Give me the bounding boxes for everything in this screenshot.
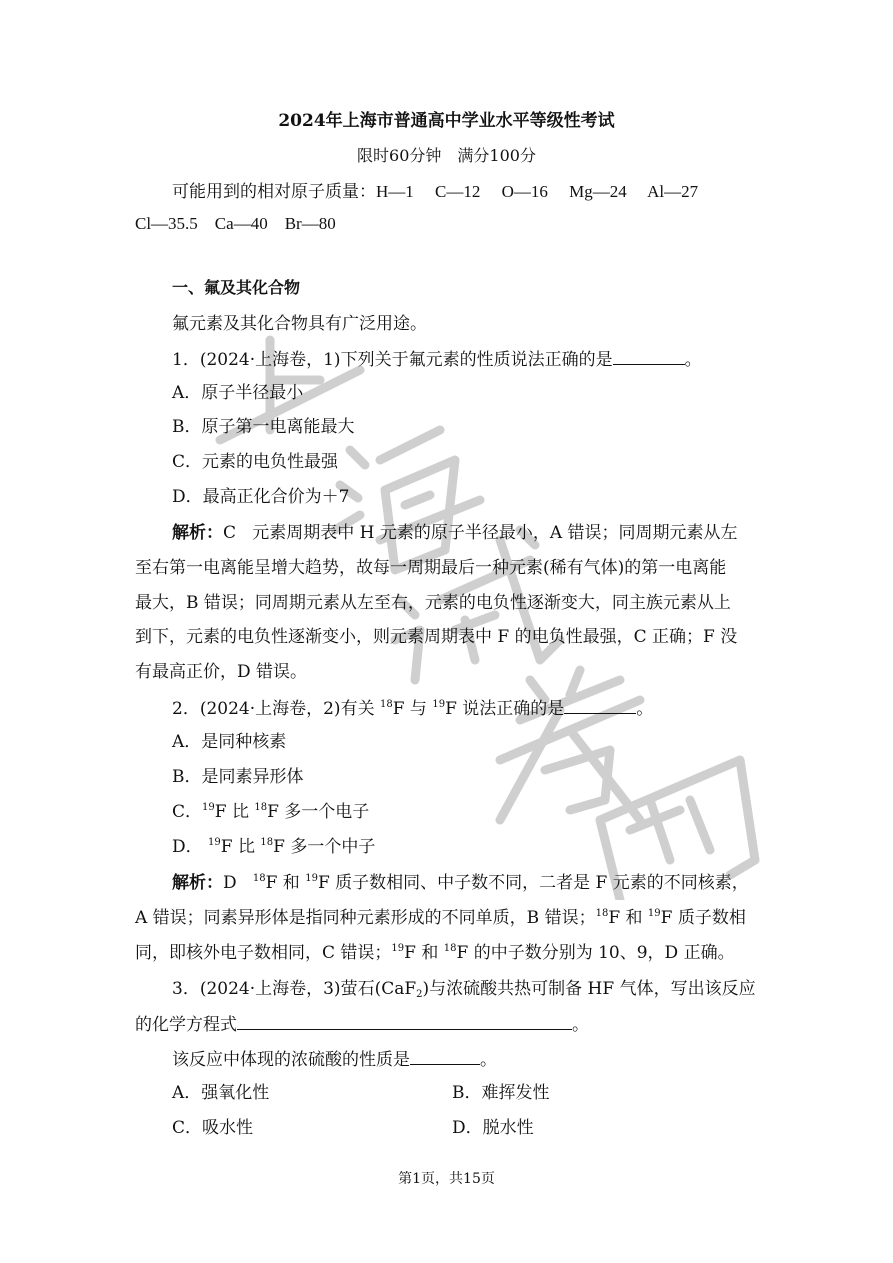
isotope-mass: 18 — [379, 699, 393, 710]
question-2-option-c — [172, 801, 369, 823]
analysis-label: 解析： — [172, 523, 223, 543]
page-number: 第1页，共15页 — [398, 1171, 495, 1187]
element-symbol: F — [660, 908, 673, 928]
question-2-end: 。 — [636, 699, 654, 719]
option-text: 比 — [237, 837, 255, 857]
question-2-answer: D — [223, 873, 237, 893]
question-3-option-b: B．难挥发性 — [452, 1083, 550, 1103]
element-symbol: F — [445, 699, 457, 719]
option-letter: D． — [172, 837, 203, 857]
question-2-option-b: B．是同素异形体 — [172, 767, 304, 787]
element-symbol: F — [267, 802, 279, 822]
section-intro: 氟元素及其化合物具有广泛用途。 — [172, 314, 427, 334]
subscript: 2 — [416, 989, 423, 1000]
isotope-mass: 19 — [202, 802, 215, 813]
element-symbol: F — [220, 837, 233, 857]
question-1-option-d: D．最高正化合价为＋7 — [172, 487, 350, 507]
isotope-mass: 18 — [252, 873, 266, 884]
question-1-text: 1．(2024·上海卷，1)下列关于氟元素的性质说法正确的是 — [172, 350, 613, 370]
element-symbol: F — [317, 873, 330, 893]
atomic-mass-values-1: H—1 C—12 O—16 Mg—24 Al—27 — [376, 182, 699, 201]
isotope-mass: 18 — [595, 908, 609, 919]
question-3-stem-line-1 — [172, 978, 756, 1000]
isotope-mass: 18 — [443, 943, 457, 954]
isotope-mass: 19 — [647, 908, 661, 919]
element-symbol: F — [265, 873, 278, 893]
question-1-analysis-line-3: 最大，B 错误；同周期元素从左至右，元素的电负性逐渐变大，同主族元素从上 — [135, 593, 731, 613]
question-2-text: 说法正确的是 — [462, 699, 565, 719]
analysis-text: 和 — [282, 873, 300, 893]
question-1-option-b: B．原子第一电离能最大 — [172, 417, 355, 437]
question-2-analysis-line-1 — [172, 872, 749, 894]
analysis-text: 质子数相同、中子数不同，二者是 F 元素的不同核素， — [335, 873, 749, 893]
question-1-analysis-line-5: 有最高正价，D 错误。 — [135, 662, 308, 682]
element-symbol: F — [608, 908, 621, 928]
equation-blank[interactable] — [237, 1013, 572, 1030]
question-3-sub-question — [172, 1048, 497, 1071]
question-1-end: 。 — [684, 350, 702, 370]
question-3-option-a: A．强氧化性 — [172, 1083, 270, 1103]
analysis-text: 的中子数分别为 10、9，D 正确。 — [473, 943, 735, 963]
analysis-text: 和 — [421, 943, 439, 963]
option-text: 多一个中子 — [290, 837, 376, 857]
question-1-analysis-line-1 — [172, 522, 738, 544]
question-2-option-a: A．是同种核素 — [172, 732, 287, 752]
page-subtitle: 限时60分钟 满分100分 — [357, 146, 536, 165]
isotope-mass: 19 — [391, 943, 405, 954]
isotope-mass: 18 — [260, 837, 274, 848]
question-3-text: 的化学方程式 — [135, 1015, 237, 1035]
question-1-option-c: C．元素的电负性最强 — [172, 452, 339, 472]
question-3-option-d: D．脱水性 — [452, 1118, 534, 1138]
option-letter: C． — [172, 802, 203, 822]
question-3-end: 。 — [480, 1050, 497, 1070]
element-symbol: F — [404, 943, 416, 963]
question-2-analysis-line-3 — [135, 942, 735, 964]
question-3-text: 3．(2024·上海卷，3)萤石(CaF — [172, 979, 417, 999]
question-2-analysis-line-2 — [135, 907, 746, 929]
answer-blank[interactable] — [613, 348, 685, 365]
question-1-analysis-line-2: 至右第一电离能呈增大趋势，故每一周期最后一种元素(稀有气体)的第一电离能 — [135, 558, 727, 578]
question-3-stem-line-2 — [135, 1013, 589, 1036]
option-text: 多一个电子 — [284, 802, 370, 822]
atomic-mass-label: 可能用到的相对原子质量： — [172, 182, 376, 202]
question-2-text: 2．(2024·上海卷，2)有关 — [172, 699, 375, 719]
question-3-text: 该反应中体现的浓硫酸的性质是 — [172, 1050, 410, 1070]
answer-blank[interactable] — [410, 1048, 480, 1065]
analysis-text: 和 — [625, 908, 643, 928]
question-3-end: 。 — [572, 1015, 589, 1035]
question-2-stem — [172, 697, 653, 720]
element-symbol: F — [214, 802, 227, 822]
atomic-mass-line-2: Cl—35.5 Ca—40 Br—80 — [135, 214, 336, 233]
conjunction: 与 — [409, 699, 427, 719]
question-1-answer: C — [223, 523, 237, 543]
isotope-mass: 18 — [254, 802, 268, 813]
isotope-mass: 19 — [305, 873, 318, 884]
option-text: 比 — [231, 802, 249, 822]
section-heading: 一、氟及其化合物 — [172, 278, 301, 297]
question-2-option-d — [172, 836, 375, 858]
element-symbol: F — [456, 943, 469, 963]
analysis-text: 同，即核外电子数相同，C 错误； — [135, 943, 392, 963]
analysis-label: 解析： — [172, 873, 223, 893]
analysis-text: A 错误；同素异形体是指同种元素形成的不同单质，B 错误； — [135, 908, 596, 928]
question-1-option-a: A．原子半径最小 — [172, 383, 304, 403]
isotope-mass: 19 — [432, 699, 446, 710]
question-3-option-c: C．吸水性 — [172, 1118, 254, 1138]
element-symbol: F — [392, 699, 405, 719]
question-1-stem — [172, 348, 702, 371]
page-title: 2024年上海市普通高中学业水平等级性考试 — [278, 111, 615, 131]
question-1-analysis-line-4: 到下，元素的电负性逐渐变小，则元素周期表中 F 的电负性最强，C 正确；F 没 — [135, 627, 738, 647]
analysis-text: 元素周期表中 H 元素的原子半径最小，A 错误；同周期元素从左 — [252, 523, 738, 543]
answer-blank[interactable] — [564, 697, 636, 714]
element-symbol: F — [273, 837, 285, 857]
question-3-text: )与浓硫酸共热可制备 HF 气体，写出该反应 — [422, 979, 756, 999]
atomic-mass-line-1 — [172, 181, 698, 203]
analysis-text: 质子数相 — [677, 908, 746, 928]
isotope-mass: 19 — [208, 837, 221, 848]
